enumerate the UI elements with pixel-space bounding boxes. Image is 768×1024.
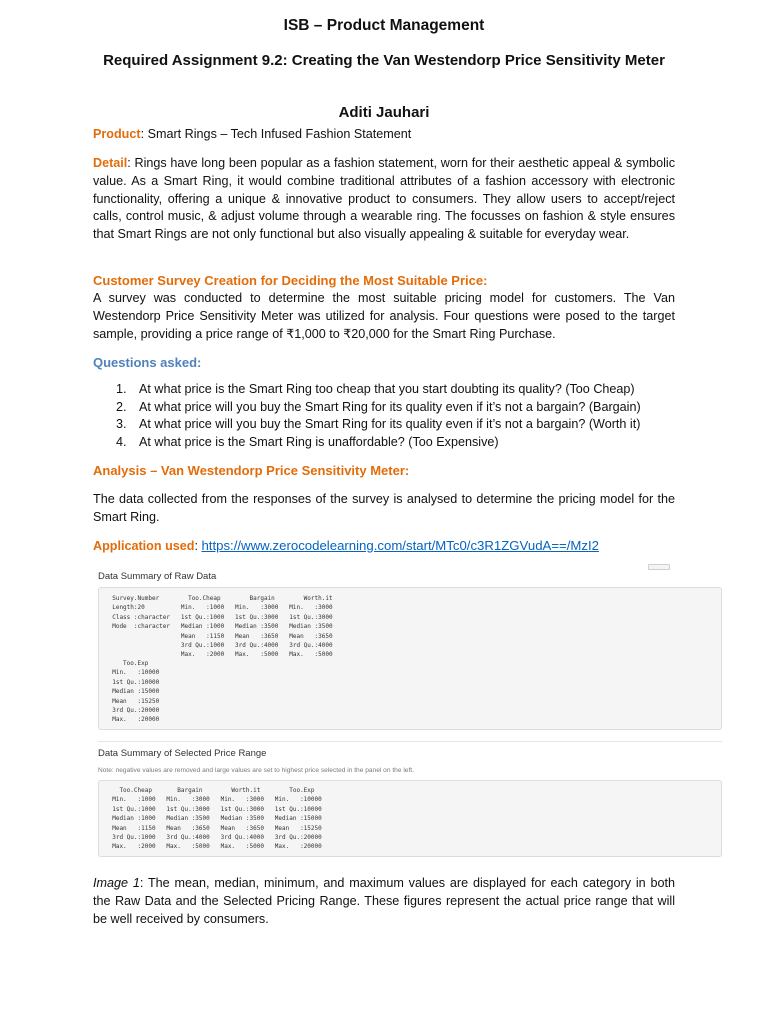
question-text: At what price is the Smart Ring too cheap that you start doubting its quality? (Too Cheap)	[139, 382, 635, 396]
analysis-heading: Analysis – Van Westendorp Price Sensitivity Meter:	[93, 463, 410, 478]
questions-heading: Questions asked:	[93, 355, 202, 370]
question-number: 4.	[116, 434, 127, 449]
raw-summary-box	[98, 587, 722, 730]
author-name: Aditi Jauhari	[338, 104, 430, 121]
question-number: 1.	[116, 382, 127, 396]
question-text: At what price will you buy the Smart Ring for its quality even if it’s not a bargain? (Worth it)	[139, 417, 641, 432]
selected-summary-note: Note: negative values are removed and large values are set to highest price selected in the panel on the left.	[98, 767, 414, 774]
selected-summary-table: Too.Cheap Bargain Worth.it Too.Exp Min. :1000 Min. :3000 Min. :3000 Min. :10000 1st Qu.:1000 1st Qu.:3000 1st Qu.:3000 1st Qu.:10000 Median :1000 Median :3500 Median :3500 Median :15000 Mean :1150 Mean :3650 Mean :3650 Mean :15250 3rd Qu.:1000 3rd Qu.:4000 3rd Qu.:4000 3rd Qu.:20000 Max. :2000 Max. :5000 Max. :5000 Max. :20000	[112, 787, 322, 851]
raw-summary-title: Data Summary of Raw Data	[98, 571, 217, 582]
application-label: Application used	[93, 539, 195, 553]
raw-summary-tooexp-table: Too.Exp Min. :10000 1st Qu.:10000 Median :15000 Mean :15250 3rd Qu.:20000 Max. :20000	[112, 660, 160, 724]
question-text: At what price is the Smart Ring is unaffordable? (Too Expensive)	[139, 434, 499, 449]
application-link[interactable]: https://www.zerocodelearning.com/start/MTc0/c3R1ZGVudA==/MzI2	[201, 538, 599, 553]
detail-label: Detail	[93, 156, 128, 170]
selected-summary-title: Data Summary of Selected Price Range	[98, 748, 267, 759]
question-item	[93, 434, 675, 452]
caption-text: : The mean, median, minimum, and maximum values are displayed for each category in both the Raw Data and the Selected Pricing Range. These figures represent the actual price range that will be well received by consumers.	[93, 876, 675, 926]
application-colon: :	[194, 539, 202, 553]
question-item	[93, 381, 675, 399]
survey-heading: Customer Survey Creation for Deciding the Most Suitable Price:	[93, 273, 488, 288]
selected-summary-box	[98, 780, 722, 857]
assignment-title: Required Assignment 9.2: Creating the Van Westendorp Price Sensitivity Meter	[103, 52, 665, 69]
detail-paragraph	[93, 155, 675, 244]
question-item	[93, 399, 675, 417]
institute-heading: ISB – Product Management	[283, 17, 485, 34]
product-value: : Smart Rings – Tech Infused Fashion Statement	[140, 127, 412, 141]
detail-text: : Rings have long been popular as a fashion statement, worn for their aesthetic appeal & symbolic value. As a Smart Ring, it would combine traditional attributes of a fashion accessory with electronic functionality, offering a unique & innovative product to consumers. They allow users to accept/reject calls, control music, & adjust volume through a wearable ring. The focusses on fashion & style ensures that Smart Rings are not only functional but also visually appealing & suitable for everyday wear.	[93, 156, 675, 242]
analysis-paragraph: The data collected from the responses of the survey is analysed to determine the pricing model for the Smart Ring.	[93, 492, 675, 524]
question-number: 3.	[116, 417, 127, 432]
question-item	[93, 416, 675, 434]
collapse-button[interactable]	[648, 564, 670, 570]
image-caption	[93, 874, 675, 928]
question-text: At what price will you buy the Smart Ring for its quality even if it’s not a bargain? (Bargain)	[139, 399, 641, 414]
question-number: 2.	[116, 399, 127, 414]
survey-paragraph: A survey was conducted to determine the most suitable pricing model for customers. The Van Westendorp Price Sensitivity Meter was utilized for analysis. Four questions were posed to the target sample, providing a price range of ₹1,000 to ₹20,000 for the Smart Ring Purchase.	[93, 291, 675, 341]
caption-label: Image 1	[93, 876, 140, 890]
raw-summary-table: Survey.Number Too.Cheap Bargain Worth.it Length:20 Min. :1000 Min. :3000 Min. :3000 Class :character 1st Qu.:1000 1st Qu.:3000 1st Qu.:3000 Mode :character Median :1000 Median :3500 Median :3500 Mean :1150 Mean :3650 Mean :3650 3rd Qu.:1000 3rd Qu.:4000 3rd Qu.:4000 Max. :2000 Max. :5000 Max. :5000	[112, 595, 333, 659]
product-label: Product	[93, 127, 141, 141]
questions-list	[93, 381, 675, 451]
application-line	[93, 537, 675, 556]
product-line	[93, 126, 675, 144]
section-divider	[98, 741, 722, 742]
